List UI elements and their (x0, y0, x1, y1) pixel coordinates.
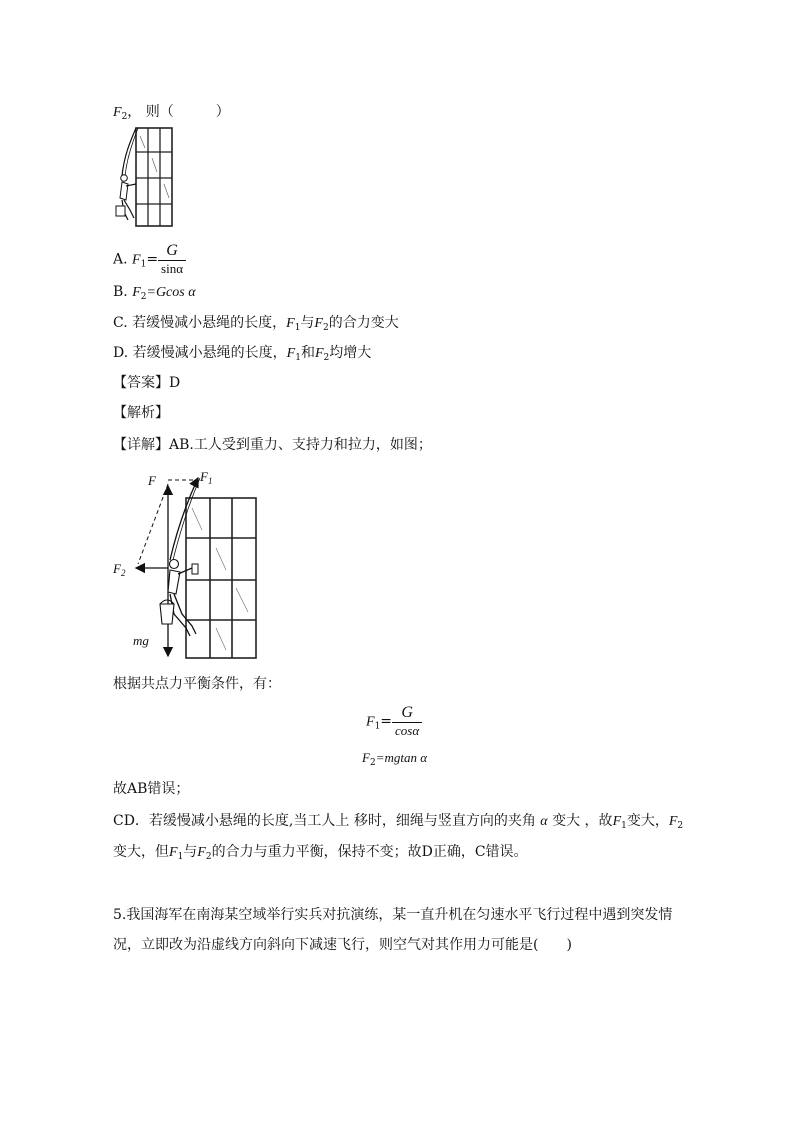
equation-f1: $F_1=$ $\frac{G}{\cos\alpha}$ (366, 704, 422, 739)
answer-line: 【答案】D (113, 375, 181, 391)
cd-explanation-line2: 变大，但$F_1$与$F_2$的合力与重力平衡，保持不变；故D正确，C错误。 (113, 844, 528, 862)
option-b: B. $F_2=Gcos$ α (113, 284, 196, 302)
equation-f2: $F_2=mgtan$ α (362, 750, 428, 768)
question-5-line2: 况，立即改为沿虚线方向斜向下减速飞行，则空气对其作用力可能是( ) (113, 937, 572, 953)
force-label-f2: $F_2$ (113, 561, 126, 578)
window-cleaner-figure-small (112, 126, 174, 228)
option-a: A. $F_1=$ $\frac{G}{\sin\alpha}$ (113, 242, 186, 277)
conclusion-ab: 故AB错误； (113, 781, 190, 797)
option-d: D. 若缓慢减小悬绳的长度，$F_1$和$F_2$均增大 (113, 345, 372, 363)
force-label-f1: $F_1$ (200, 469, 213, 486)
question-stem-tail: $F_2$， 则（ ） (113, 104, 230, 122)
equilibrium-text: 根据共点力平衡条件，有： (113, 676, 281, 692)
cd-explanation-line1: CD．若缓慢减小悬绳的长度,当工人上 移时，细绳与竖直方向的夹角 α 变大 ，故$F_1$变大，$F_2$ (113, 813, 684, 831)
fraction-g-over-sin: $\frac{G}{\sin\alpha}$ (158, 242, 186, 277)
question-5-line1: 5.我国海军在南海某空域举行实兵对抗演练，某一直升机在匀速水平飞行过程中遇到突发情 (113, 907, 673, 923)
analysis-heading: 【解析】 (113, 405, 169, 421)
force-label-mg: mg (133, 633, 149, 648)
option-c: C. 若缓慢减小悬绳的长度，$F_1$与$F_2$的合力变大 (113, 315, 399, 333)
force-label-f: F (148, 473, 156, 488)
detail-line: 【详解】AB.工人受到重力、支持力和拉力，如图； (113, 437, 432, 453)
fraction-g-over-cos: $\frac{G}{\cos\alpha}$ (392, 704, 422, 739)
